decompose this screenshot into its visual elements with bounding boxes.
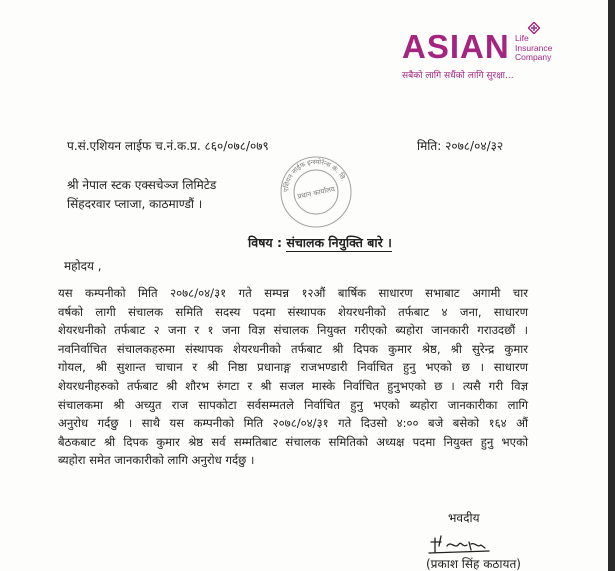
body-line: अनुरोध गर्दछु । साथै यस कम्पनीको मिति २०७८/०४/३१ गते दिउसो ४:०० बजे बसेको १६४ औं (58, 416, 528, 431)
company-logo (402, 22, 562, 82)
endless-knot-icon (528, 22, 540, 34)
body-line: गोयल, श्री सुशान्त चाचान र श्री निष्ठा प्रधानाङ्ग राजभण्डारी निर्वाचित हुनु भएको छ । साधारण (58, 360, 528, 375)
signer-name: (प्रकाश सिंह कठायत) (426, 557, 521, 571)
body-line: शेयरधनीको तर्फबाट २ जना र १ जना विज्ञ संचालक नियुक्त गरीएको ब्यहोरा जानकारी गराउदछौं । (58, 323, 528, 338)
svg-text:प्रधान कार्यालय: प्रधान कार्यालय (296, 185, 336, 201)
subject-line: विषय : संचालक नियुक्ति बारे । (248, 235, 392, 250)
recipient-name: श्री नेपाल स्टक एक्सचेञ्ज लिमिटेड (67, 178, 217, 192)
body-line: यस कम्पनीको मिति २०७८/०४/३१ गते सम्पन्न १२औं बार्षिक साधारण सभाबाट अगामी चार (58, 286, 528, 300)
body-line: बैठकबाट श्री दिपक कुमार श्रेष्ठ सर्व सम्मतिबाट संचालक समितिको अध्यक्ष पदमा नियुक्त हुनु भएको (58, 434, 528, 449)
body-line: नवनिर्वाचित संचालकहरुमा संस्थापक शेयरधनीको तर्फबाट श्री दिपक कुमार श्रेष्ठ, श्री सुरेन्द्र कुमार (58, 341, 528, 356)
scan-edge (608, 0, 615, 571)
body-line: शेयरधनीहरुको तर्फबाट श्री शौरभ रुंगटा र श्री सजल मास्के निर्वाचित हुनुभएको छ । त्यसै गरी विज्ञ (58, 378, 528, 393)
letter-date: मिति: २०७८/०४/३२ (417, 139, 504, 153)
body-line: वर्षको लागी संचालक समिति सदस्य पदमा संस्थापक शेयरधनीको तर्फबाट ४ जना, साधारण (58, 304, 528, 319)
letter-body (58, 284, 528, 470)
closing: भवदीय (448, 511, 480, 525)
handwritten-signature (427, 532, 497, 556)
logo-subtitle: Life Insurance Company (515, 33, 553, 62)
logo-wordmark: ASIAN (402, 28, 510, 65)
logo-tagline: सबैको लागि सधैंको लागि सुरक्षा... (402, 71, 514, 81)
reference-number: प.सं.एशियन लाईफ च.नं.क.प्र. ८६०/०७८/०७९ (67, 139, 269, 153)
svg-text:एशियन लाईफ इन्स्योरेन्स कं. लि: एशियन लाईफ इन्स्योरेन्स कं. लि. (281, 157, 348, 193)
body-line: ब्यहोरा समेत जानकारीको लागि अनुरोध गर्दछु । (58, 453, 255, 468)
company-seal-stamp (278, 154, 354, 230)
salutation: महोदय , (64, 259, 102, 273)
body-line: संचालकमा श्री अच्युत राज सापकोटा सर्वसम्मतले निर्वाचित हुनु भएको ब्यहोरा जानकारीका लागि (58, 397, 528, 412)
recipient-address: सिंहदरवार प्लाजा, काठमाण्डौं । (67, 197, 203, 211)
